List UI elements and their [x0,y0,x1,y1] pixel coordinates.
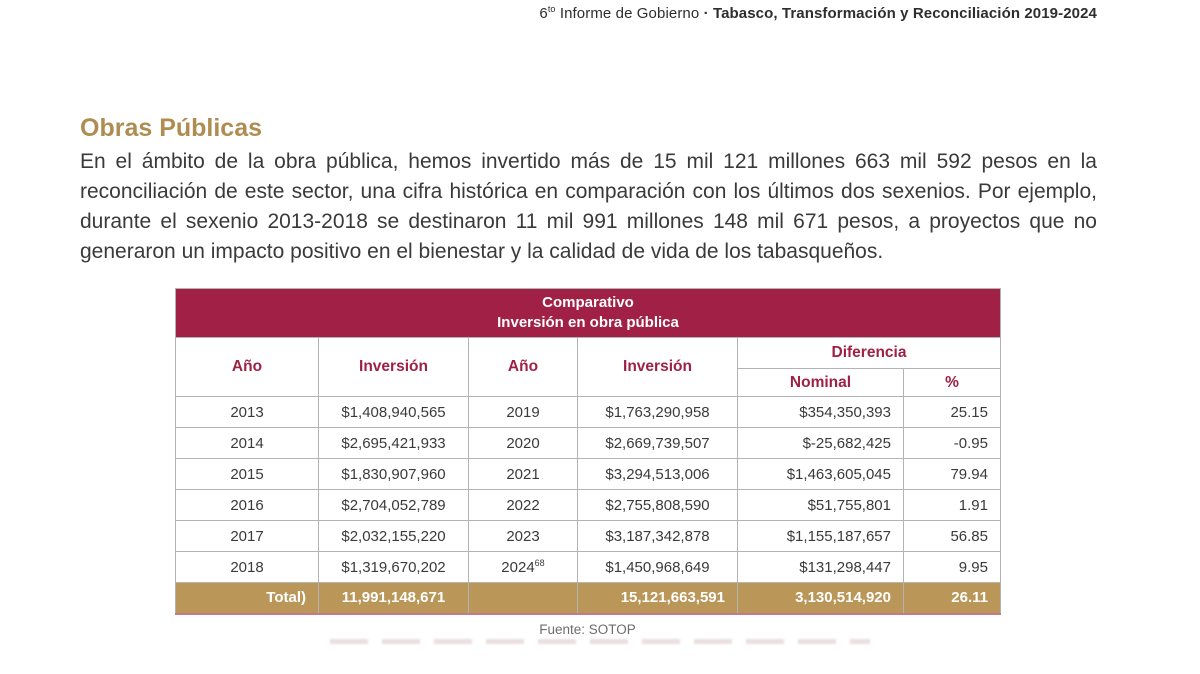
table-row [176,521,1001,552]
page-running-header [0,0,1097,22]
cropped-next-line [330,639,870,644]
edition-suffix: to [547,4,556,14]
section-paragraph: En el ámbito de la obra pública, hemos invertido más de 15 mil 121 millones 663 mil 592 pesos en la reconciliación de este sector, una cifra histórica en comparación con los últimos dos sexenios. Por ejemplo, durante el sexenio 2013-2018 se destinaron 11 mil 991 millones 148 mil 671 pesos, a proyectos que no generaron un impacto positivo en el bienestar y la calidad de vida de los tabasqueños. [80,150,1097,263]
cell-inv1: $1,319,670,202 [319,552,469,583]
header-title-bold: Tabasco, Transformación y Reconciliación 2019-2024 [708,5,1097,22]
header-separator: · [703,5,709,22]
cell-inv1: $2,704,052,789 [319,490,469,521]
cell-inv2: $3,187,342,878 [578,521,738,552]
table-row [176,490,1001,521]
cell-year2: 2023 [469,521,578,552]
cell-year2: 2019 [469,397,578,428]
header-title-regular: Informe de Gobierno [555,5,704,22]
table-row [176,428,1001,459]
cell-nominal: $-25,682,425 [738,428,904,459]
cell-nominal: $131,298,447 [738,552,904,583]
col-header-nominal: Nominal [738,369,904,397]
col-header-diferencia: Diferencia [738,338,1001,369]
table-header-row [176,338,1001,369]
col-header-inv1: Inversión [319,338,469,397]
cell-percent: 25.15 [904,397,1001,428]
cell-inv1: $2,695,421,933 [319,428,469,459]
total-percent: 26.11 [904,583,1001,614]
col-header-year1: Año [176,338,319,397]
cell-year1: 2016 [176,490,319,521]
footnote-reference: 68 [534,557,545,568]
cell-nominal: $51,755,801 [738,490,904,521]
cell-year1: 2018 [176,552,319,583]
section-title: Obras Públicas [80,114,263,142]
total-label: Total) [176,583,319,614]
table-title [176,289,1001,338]
table-row [176,397,1001,428]
col-header-year2: Año [469,338,578,397]
total-inv1: 11,991,148,671 [319,583,469,614]
cell-inv1: $2,032,155,220 [319,521,469,552]
cell-percent: 1.91 [904,490,1001,521]
cell-inv2: $3,294,513,006 [578,459,738,490]
table-row [176,459,1001,490]
total-empty-cell [469,583,578,614]
total-inv2: 15,121,663,591 [578,583,738,614]
cell-year2: 2020 [469,428,578,459]
cell-inv1: $1,830,907,960 [319,459,469,490]
cell-year1: 2014 [176,428,319,459]
cell-percent: 56.85 [904,521,1001,552]
table-row [176,552,1001,583]
edition-number: 6 [539,5,548,22]
cell-inv2: $2,755,808,590 [578,490,738,521]
cell-nominal: $1,155,187,657 [738,521,904,552]
cell-year1: 2013 [176,397,319,428]
cell-nominal: $1,463,605,045 [738,459,904,490]
investment-comparison-table [175,288,1001,615]
cell-inv2: $1,450,968,649 [578,552,738,583]
cell-inv2: $1,763,290,958 [578,397,738,428]
col-header-inv2: Inversión [578,338,738,397]
table-title-line1: Comparativo [542,294,634,311]
cell-inv2: $2,669,739,507 [578,428,738,459]
cell-percent: -0.95 [904,428,1001,459]
total-nominal: 3,130,514,920 [738,583,904,614]
table-source: Fuente: SOTOP [539,621,636,637]
table-total-row [176,583,1001,614]
cell-year2-value: 2024 [501,558,535,576]
cell-year1: 2015 [176,459,319,490]
cell-year2: 2021 [469,459,578,490]
cell-year2: 2022 [469,490,578,521]
cell-year2 [469,552,578,583]
table-title-band [176,289,1001,338]
cell-percent: 9.95 [904,552,1001,583]
cell-percent: 79.94 [904,459,1001,490]
cell-nominal: $354,350,393 [738,397,904,428]
cell-year1: 2017 [176,521,319,552]
cell-inv1: $1,408,940,565 [319,397,469,428]
table-title-line2: Inversión en obra pública [497,314,679,331]
col-header-percent: % [904,369,1001,397]
